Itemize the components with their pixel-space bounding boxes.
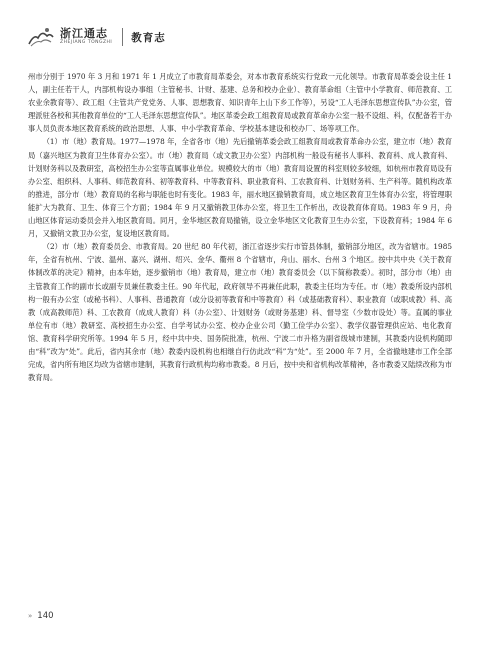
body-text <box>28 70 452 384</box>
logo-title: 浙江通志 <box>60 27 108 41</box>
logo-mountain-icon <box>28 26 54 48</box>
paragraph: （1）市（地）教育局。1977—1978 年，全省各市（地）先后撤销革委会政工组教育局或教育革命办公室，建立市（地）教育局（嘉兴地区为教育卫生体育办公室）。市（地）教育局（或文教卫办公室）内部机构一般设有秘书人事科、教育科、成人教育科、计划财务科以及教研室，高校招生办公室等直属事业单位。规模较大的市（地）教育局设置的科室则较多较细，如杭州市教育局设有办公室、组织科、人事科、师范教育科、初等教育科、中等教育科、职业教育科、工农教育科、计划财务科、生产科等。随机构改革的推进，部分市（地）教育局的名称与职能也时有变化。1983 年，丽水地区撤销教育局，成立地区教育卫生体育办公室，将管理职能扩大为教育、卫生、体育三个方面；1984 年 9 月又撤销教卫体办公室，将卫生工作析出，改设教育体育局。1983 年 9 月，舟山地区体育运动委员会并入地区教育局。同月，金华地区教育局撤销，设立金华地区文化教育卫生办公室，下设教育科；1984 年 6 月，又撤销文教卫办公室，复设地区教育局。 <box>28 137 452 239</box>
page-footer <box>28 611 54 621</box>
logo <box>28 26 112 48</box>
footer-mark: » <box>28 612 33 620</box>
paragraph: （2）市（地）教育委员会、市教育局。20 世纪 80 年代初，浙江省逐步实行市管县体制，撤销部分地区，改为省辖市。1985 年，全省有杭州、宁波、温州、嘉兴、湖州、绍兴、金华、衢州 8 个省辖市，舟山、丽水、台州 3 个地区。按中共中央《关于教育体制改革的决定》精神，由本年始，逐步撤销市（地）教育局，建立市（地）教育委员会（以下简称教委）。初时，部分市（地）由主管教育工作的副市长或副专员兼任教委主任。90 年代起，政府领导不再兼任此职，教委主任均为专任。市（地）教委所设内部机构一般有办公室（或秘书科）、人事科、普通教育（或分设初等教育和中等教育）科（或基础教育科）、职业教育（或职成教）科、高教（成高教师范）科、工农教育（成成人教育）科（办公室）、计划财务（或财务基建）科、督导室（少数市设处）等。直属的事业单位有市（地）教研室、高校招生办公室、自学考试办公室、校办企业公司（勤工俭学办公室）、教学仪器管理供应站、电化教育馆、教育科学研究所等。1994 年 5 月，经中共中央、国务院批准，杭州、宁波二市升格为副省级城市建制，其教委内设机构随即由“科”改为“处”。此后，省内其余市（地）教委内设机构也相继自行仿此改“科”为“处”。至 2000 年 7 月，全省撤地建市工作全部完成，省内所有地区均改为省辖市建制，其教育行政机构均称市教委。8 月后，按中央和省机构改革精神，各市教委又陆续改称为市教育局。 <box>28 242 452 383</box>
logo-subtitle: ZHEJIANG TONGZHI <box>60 40 113 46</box>
paragraph: 州市分别于 1970 年 3 月和 1971 年 1 月成立了市教育局革委会，对本市教育系统实行党政一元化领导。市教育局革委会设主任 1 人，副主任若干人，内部机构设办事组（主管秘书、计财、基建、总务和校办企业）、教育革命组（主管中小学教育、师范教育、工农业余教育等）、政工组（主管共产党党务、人事、思想教育、知识青年上山下乡工作等），另设“工人毛泽东思想宣传队”办公室，管理派驻各校和其他教育单位的“工人毛泽东思想宣传队”。地区革委会政工组教育局或教育革命办公室一般不设组、科，仅配备若干办事人员负责本地区教育系统的政治思想、人事、中小学教育革命、学校基本建设和校办厂、场等项工作。 <box>28 72 452 134</box>
page-number: 140 <box>37 611 54 621</box>
page-header <box>28 20 452 54</box>
header-divider <box>122 28 123 46</box>
section-title: 教育志 <box>131 31 166 44</box>
